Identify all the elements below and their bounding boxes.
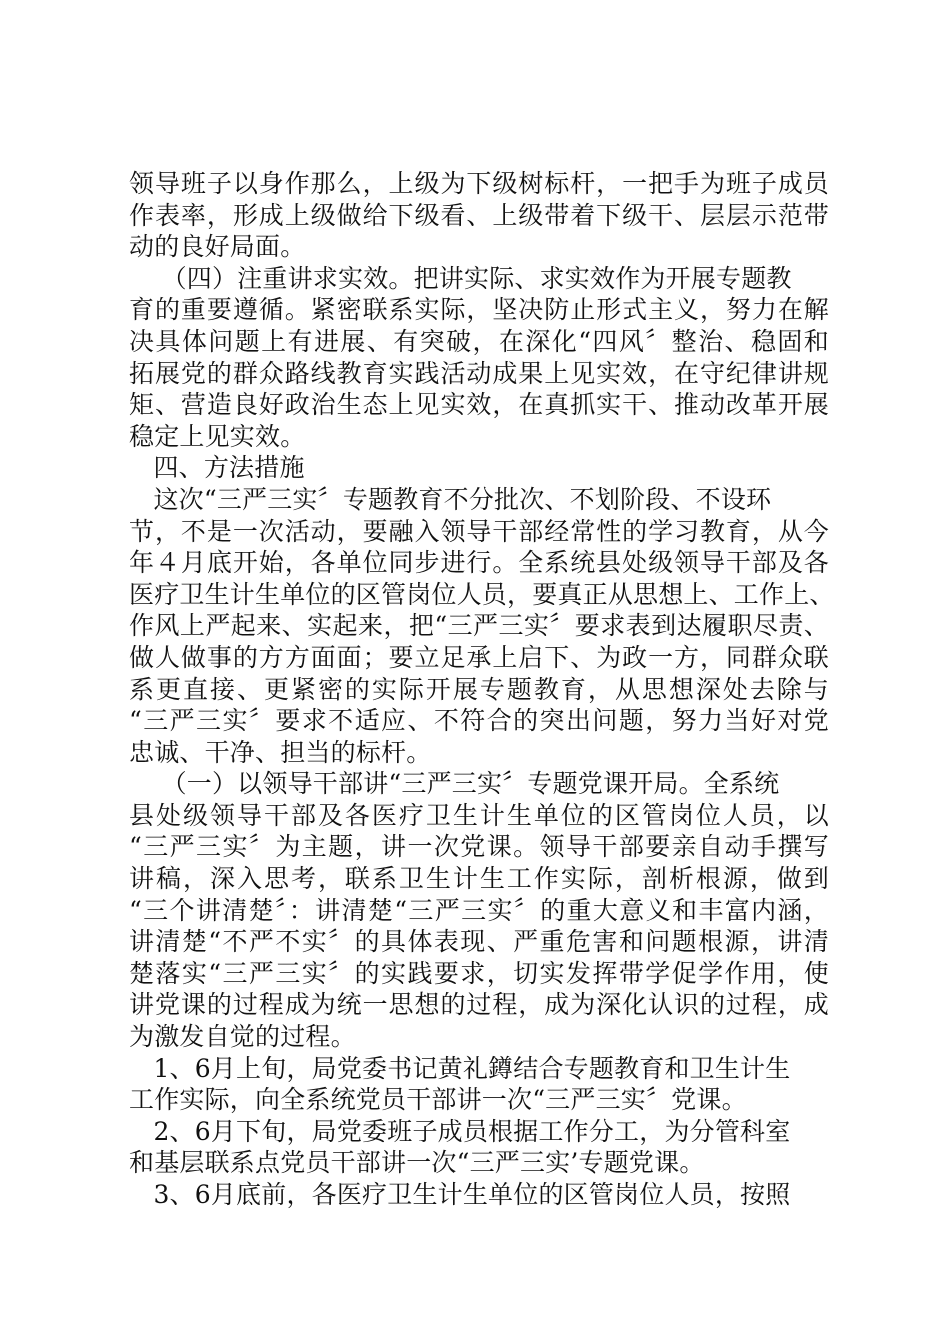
text-line: 做人做事的方方面面；要立足承上启下、为政一方，同群众联 xyxy=(129,642,829,672)
text-line: 和基层联系点党员干部讲一次“三严三实’专题党课。 xyxy=(129,1148,705,1178)
list-item: 1、6月上旬，局党委书记黄礼鐏结合专题教育和卫生计生 xyxy=(129,1053,791,1083)
list-item: 3、6月底前，各医疗卫生计生单位的区管岗位人员，按照 xyxy=(129,1180,791,1209)
text-line: 讲稿，深入思考，联系卫生计生工作实际，剖析根源，做到 xyxy=(129,864,829,894)
text-line: 县处级领导干部及各医疗卫生计生单位的区管岗位人员，以 xyxy=(129,800,829,830)
text-line: 系更直接、更紧密的实际开展专题教育，从思想深处去除与 xyxy=(129,674,829,704)
text-line: 年４月底开始，各单位同步进行。全系统县处级领导干部及各 xyxy=(129,548,829,578)
section-heading: 四、方法措施 xyxy=(129,453,305,483)
text-line: 节，不是一次活动，要融入领导干部经常性的学习教育，从今 xyxy=(129,516,829,546)
text-line: 拓展党的群众路线教育实践活动成果上见实效，在守纪律讲规 xyxy=(129,358,829,388)
text-line: 稳定上见实效。 xyxy=(129,421,306,451)
text-line: （一）以领导干部讲“三严三实〞专题党课开局。全系统 xyxy=(129,769,780,799)
text-line: “三严三实〞要求不适应、不符合的突出问题，努力当好对党 xyxy=(129,706,829,736)
text-line: 讲清楚“不严不实〞的具体表现、严重危害和问题根源，讲清 xyxy=(129,927,829,957)
text-line: 动的良好局面。 xyxy=(129,232,306,262)
text-line: 矩、营造良好政治生态上见实效，在真抓实干、推动改革开展 xyxy=(129,390,829,420)
text-line: 育的重要遵循。紧密联系实际，坚决防止形式主义，努力在解 xyxy=(129,295,829,325)
text-line: 讲党课的过程成为统一思想的过程，成为深化认识的过程，成 xyxy=(129,990,829,1020)
text-line: 作风上严起来、实起来，把“三严三实〞要求表到达履职尽责、 xyxy=(129,611,829,641)
document-body xyxy=(129,168,835,1211)
text-line: “三个讲清楚〞：讲清楚“三严三实〞的重大意义和丰富内涵， xyxy=(129,895,829,925)
text-line: 这次“三严三实〞专题教育不分批次、不划阶段、不设环 xyxy=(129,484,772,514)
text-line: 领导班子以身作那么，上级为下级树标杆，一把手为班子成员 xyxy=(129,169,829,198)
text-line: 楚落实“三严三实〞的实践要求，切实发挥带学促学作用，使 xyxy=(129,958,829,988)
text-line: 决具体问题上有进展、有突破，在深化“四风〞整治、稳固和 xyxy=(129,326,829,356)
text-line: 为激发自觉的过程。 xyxy=(129,1022,356,1052)
list-item: 2、6月下旬，局党委班子成员根据工作分工，为分管科室 xyxy=(129,1116,791,1146)
text-line: “三严三实〞为主题，讲一次党课。领导干部要亲自动手撰写 xyxy=(129,832,829,862)
text-line: （四）注重讲求实效。把讲实际、求实效作为开展专题教 xyxy=(129,263,792,293)
text-line: 工作实际，向全系统党员干部讲一次“三严三实〞党课。 xyxy=(129,1085,747,1115)
text-line: 作表率，形成上级做给下级看、上级带着下级干、层层示范带 xyxy=(129,200,829,230)
text-line: 忠诚、干净、担当的标杆。 xyxy=(129,737,432,767)
text-line: 医疗卫生计生单位的区管岗位人员，要真正从思想上、工作上、 xyxy=(129,579,835,609)
